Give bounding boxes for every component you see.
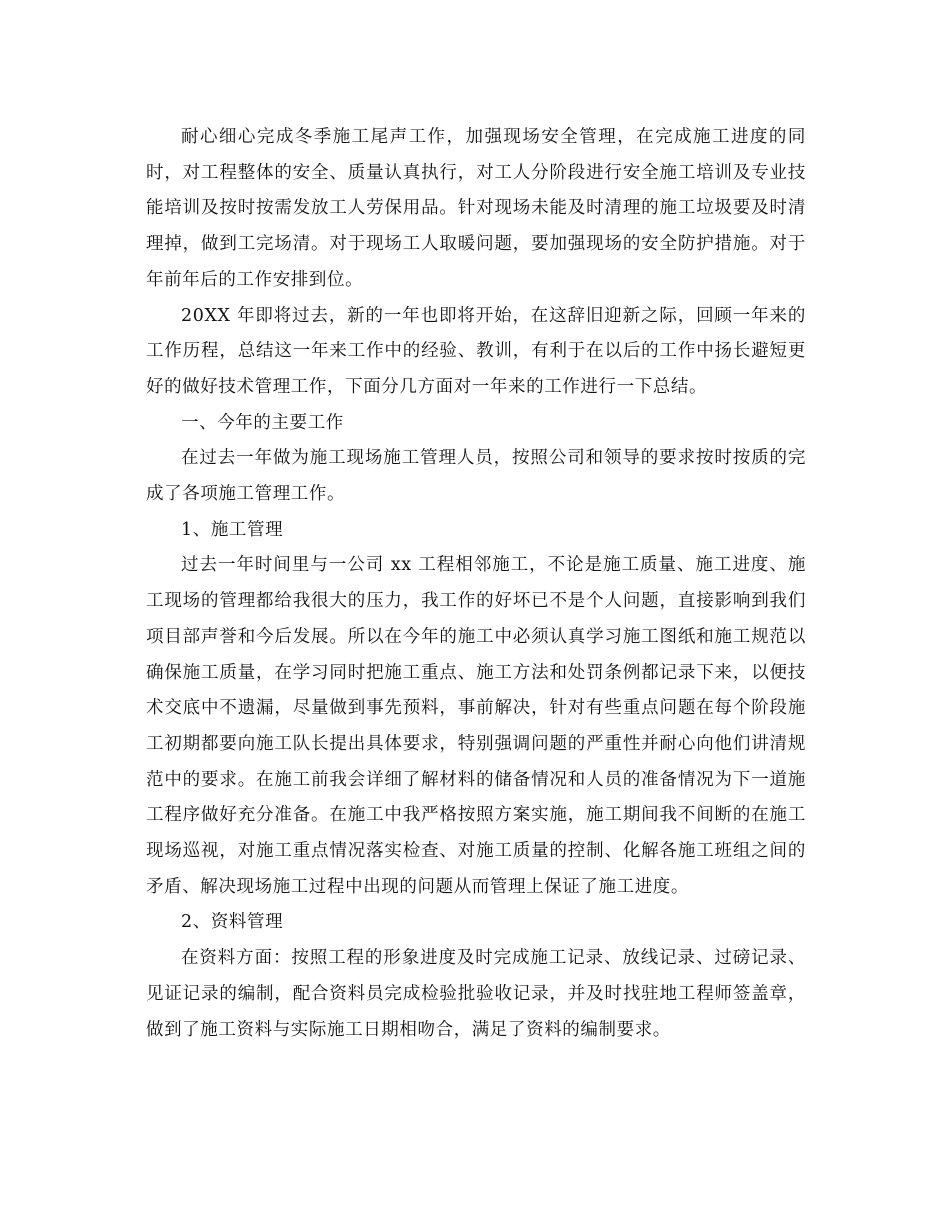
section-heading-main-work: 一、今年的主要工作 [181, 412, 344, 433]
paragraph-year-summary-intro: 20XX 年即将过去，新的一年也即将开始，在这辞旧迎新之际，回顾一年来的工作历程，总结这一年来工作中的经验、教训，有利于在以后的工作中扬长避短更好的做好技术管理工作，下面分几方面对一年来的工作进行一下总结。 [146, 305, 806, 397]
paragraph-main-work-overview: 在过去一年做为施工现场施工管理人员，按照公司和领导的要求按时按质的完成了各项施工管理工作。 [146, 448, 806, 505]
subsection-heading-construction-management: 1、施工管理 [181, 519, 284, 540]
document-body [146, 120, 806, 1048]
paragraph-document-management: 在资料方面：按照工程的形象进度及时完成施工记录、放线记录、过磅记录、见证记录的编制，配合资料员完成检验批验收记录，并及时找驻地工程师签盖章，做到了施工资料与实际施工日期相吻合，满足了资料的编制要求。 [146, 948, 806, 1040]
subsection-heading-document-management: 2、资料管理 [181, 912, 284, 933]
paragraph-winter-construction: 耐心细心完成冬季施工尾声工作，加强现场安全管理，在完成施工进度的同时，对工程整体的安全、质量认真执行，对工人分阶段进行安全施工培训及专业技能培训及按时按需发放工人劳保用品。针对现场未能及时清理的施工垃圾要及时清理掉，做到工完场清。对于现场工人取暖问题，要加强现场的安全防护措施。对于年前年后的工作安排到位。 [146, 127, 806, 290]
paragraph-construction-management: 过去一年时间里与一公司 xx 工程相邻施工，不论是施工质量、施工进度、施工现场的管理都给我很大的压力，我工作的好坏已不是个人问题，直接影响到我们项目部声誉和今后发展。所以在今年的施工中必须认真学习施工图纸和施工规范以确保施工质量，在学习同时把施工重点、施工方法和处罚条例都记录下来，以便技术交底中不遗漏，尽量做到事先预料，事前解决，针对有些重点问题在每个阶段施工初期都要向施工队长提出具体要求，特别强调问题的严重性并耐心向他们讲清规范中的要求。在施工前我会详细了解材料的储备情况和人员的准备情况为下一道施工程序做好充分准备。在施工中我严格按照方案实施，施工期间我不间断的在施工现场巡视，对施工重点情况落实检查、对施工质量的控制、化解各施工班组之间的矛盾、解决现场施工过程中出现的问题从而管理上保证了施工进度。 [146, 555, 806, 897]
